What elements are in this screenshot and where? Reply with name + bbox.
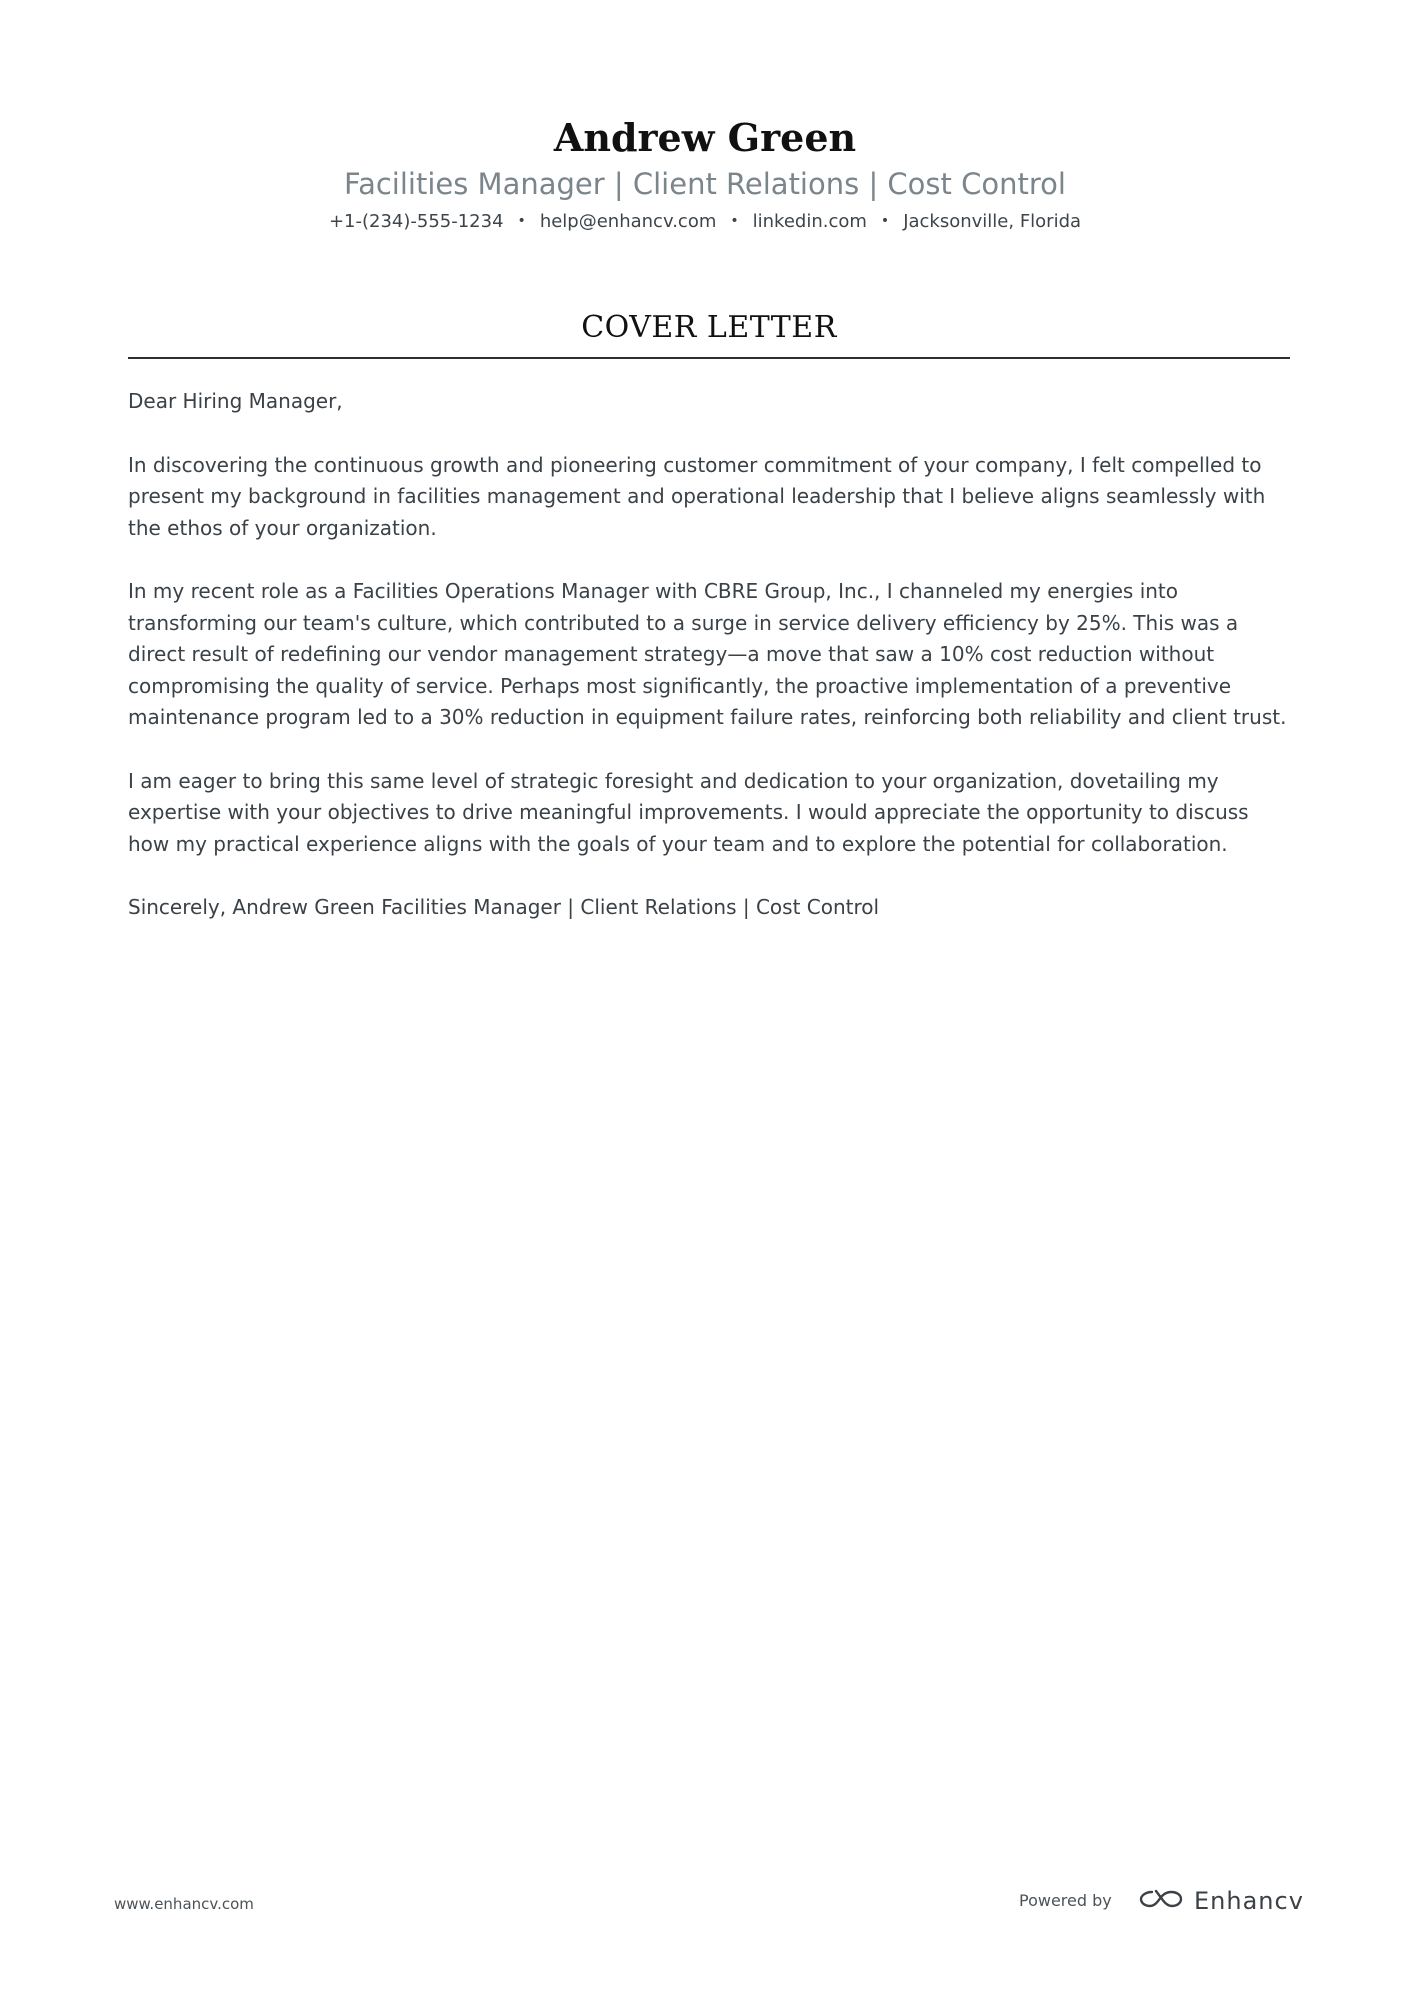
letter-greeting: Dear Hiring Manager, bbox=[128, 389, 343, 413]
contact-separator: • bbox=[730, 213, 739, 229]
contact-email: help@enhancv.com bbox=[539, 211, 717, 232]
letter-body bbox=[128, 386, 1290, 956]
powered-by-label: Powered by bbox=[1019, 1891, 1112, 1910]
resume-header bbox=[0, 110, 1410, 237]
letter-paragraph: I am eager to bring this same level of strategic foresight and dedication to your organization, dovetailing my expertise with your objectives to drive meaningful improvements. I would appreciate the opportunity to discuss how my practical experience aligns with the goals of your team and to explore the potential for collaboration. bbox=[128, 768, 1249, 856]
contact-separator: • bbox=[517, 213, 526, 229]
candidate-name: Andrew Green bbox=[553, 115, 857, 160]
contact-linkedin: linkedin.com bbox=[752, 211, 867, 232]
letter-closing: Sincerely, Andrew Green Facilities Manager | Client Relations | Cost Control bbox=[128, 895, 880, 919]
letter-paragraph: In my recent role as a Facilities Operations Manager with CBRE Group, Inc., I channeled my energies into transforming our team's culture, which contributed to a surge in service delivery efficiency by 25%. This was a direct result of redefining our vendor management strategy—a move that saw a 10% cost reduction without compromising the quality of service. Perhaps most significantly, the proactive implementation of a preventive maintenance program led to a 30% reduction in equipment failure rates, reinforcing both reliability and client trust. bbox=[128, 579, 1287, 729]
brand-logo bbox=[1138, 1884, 1304, 1918]
footer-url: www.enhancv.com bbox=[114, 1895, 254, 1913]
contact-location: Jacksonville, Florida bbox=[903, 211, 1082, 232]
letter-paragraph: In discovering the continuous growth and pioneering customer commitment of your company, I felt compelled to present my background in facilities management and operational leadership that I believe aligns seamlessly with the ethos of your organization. bbox=[128, 452, 1266, 540]
contact-phone: +1-(234)-555-1234 bbox=[328, 211, 504, 232]
candidate-title: Facilities Manager | Client Relations | Cost Control bbox=[344, 167, 1066, 201]
contact-separator: • bbox=[880, 213, 890, 229]
section-title: COVER LETTER bbox=[581, 310, 837, 345]
enhancv-logo-icon bbox=[1138, 1887, 1184, 1915]
brand-name: Enhancv bbox=[1194, 1887, 1304, 1915]
contact-info bbox=[0, 208, 1410, 237]
section-divider bbox=[128, 357, 1290, 359]
